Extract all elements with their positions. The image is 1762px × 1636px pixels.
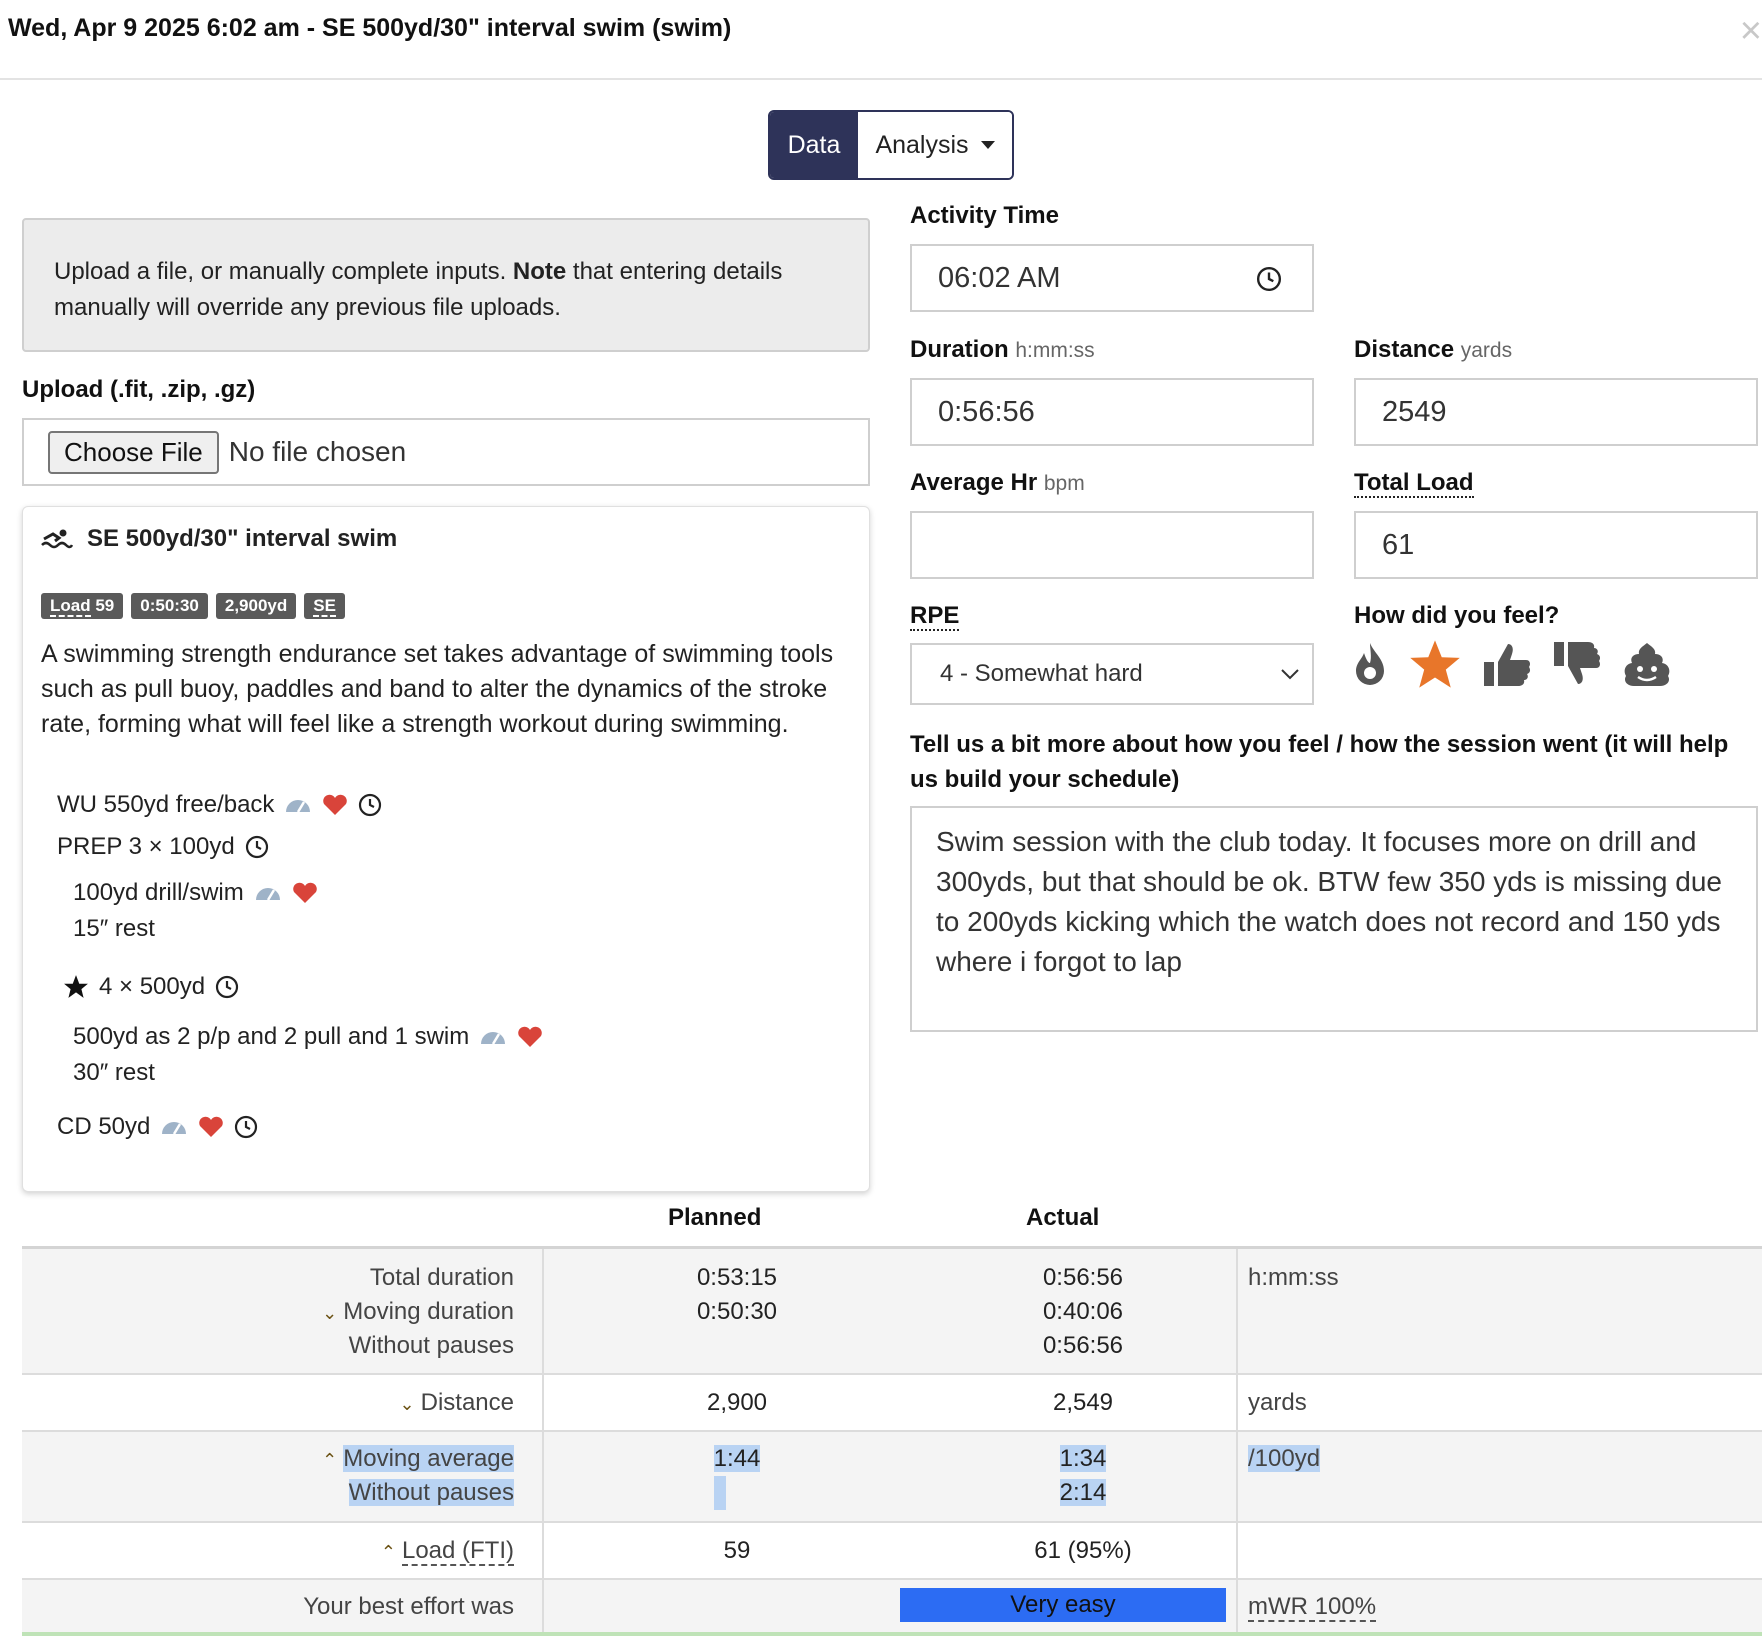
total-duration-label: Total duration	[369, 1264, 514, 1291]
activity-time-label: Activity Time	[910, 202, 1059, 229]
avg-hr-input[interactable]	[910, 511, 1314, 579]
moving-average-actual: 1:34	[1059, 1445, 1107, 1472]
upload-note	[22, 218, 870, 352]
distance-input[interactable]: 2549	[1354, 378, 1758, 446]
clock-icon	[234, 1115, 258, 1139]
clock-icon	[358, 793, 382, 817]
gauge-icon	[479, 1026, 507, 1048]
col-planned: Planned	[668, 1204, 762, 1231]
feel-options	[1352, 638, 1672, 690]
distance-row-label[interactable]: ⌄ Distance	[399, 1389, 514, 1416]
moving-average-planned: 1:44	[713, 1445, 761, 1472]
moving-duration-actual: 0:40:06	[1042, 1298, 1124, 1325]
tab-analysis[interactable]	[858, 112, 1012, 178]
thumbs-down-icon[interactable]	[1552, 640, 1602, 688]
note-bold: Note	[512, 258, 567, 285]
workout-description: A swimming strength endurance set takes advantage of swimming tools such as pull buoy, paddles and band to alter the dynamics of the stroke rate, forming what will feel like a strength workout during swimming.	[41, 640, 834, 738]
table-row-distance	[22, 1375, 1762, 1432]
total-load-label: Total Load	[1354, 469, 1474, 496]
star-icon[interactable]	[1408, 638, 1462, 690]
gauge-icon	[160, 1116, 188, 1138]
rpe-select[interactable]: 4 - Somewhat hard	[910, 643, 1314, 705]
step-wu: WU 550yd free/back	[57, 791, 382, 819]
selection-highlight	[714, 1476, 726, 1510]
gauge-icon	[254, 882, 282, 904]
feel-label: How did you feel?	[1354, 602, 1560, 629]
distance-planned: 2,900	[706, 1389, 768, 1416]
note-text-1: Upload a file, or manually complete inputs.	[54, 258, 513, 285]
modal-title: Wed, Apr 9 2025 6:02 am - SE 500yd/30" interval swim (swim)	[8, 14, 732, 42]
moving-duration-label[interactable]: ⌄ Moving duration	[322, 1298, 514, 1325]
clock-icon	[245, 835, 269, 859]
step-prep: PREP 3 × 100yd	[57, 833, 269, 861]
modal-header	[0, 0, 1762, 80]
comment-label: Tell us a bit more about how you feel / how the session went (it will help us build your schedule)	[910, 731, 1729, 793]
table-row-best-effort	[22, 1580, 1762, 1636]
distance-unit: yards	[1248, 1389, 1307, 1416]
load-planned: 59	[723, 1537, 751, 1564]
table-row-load	[22, 1523, 1762, 1580]
moving-average-label[interactable]: ⌃ Moving average	[322, 1445, 514, 1472]
swim-icon	[41, 529, 73, 549]
distance-label: Distance yards	[1354, 336, 1513, 363]
duration-input[interactable]: 0:56:56	[910, 378, 1314, 446]
thumbs-up-icon[interactable]	[1482, 640, 1532, 688]
gauge-icon	[284, 794, 312, 816]
poop-icon[interactable]	[1622, 641, 1672, 687]
workout-title-row	[41, 525, 397, 553]
mwr-link[interactable]: mWR 100%	[1248, 1593, 1377, 1620]
total-load-input[interactable]: 61	[1354, 511, 1758, 579]
rpe-label: RPE	[910, 602, 960, 629]
duration-label: Duration h:mm:ss	[910, 336, 1095, 363]
table-row-duration	[22, 1249, 1762, 1375]
heart-icon	[322, 794, 348, 816]
duration-unit: h:mm:ss	[1248, 1264, 1339, 1291]
step-prep-rest: 15″ rest	[73, 915, 155, 942]
col-actual: Actual	[1026, 1204, 1100, 1231]
step-prep-drill: 100yd drill/swim	[73, 879, 318, 907]
type-badge: SE	[304, 593, 345, 619]
distance-badge: 2,900yd	[216, 593, 296, 619]
step-main-detail: 500yd as 2 p/p and 2 pull and 1 swim	[73, 1023, 543, 1051]
step-main-rest: 30″ rest	[73, 1059, 155, 1086]
without-pauses-duration-actual: 0:56:56	[1042, 1332, 1124, 1359]
total-duration-actual: 0:56:56	[1042, 1264, 1124, 1291]
table-row-pace	[22, 1432, 1762, 1523]
clock-icon[interactable]	[1256, 266, 1282, 292]
view-tabs	[768, 110, 1014, 180]
fire-icon[interactable]	[1352, 641, 1388, 687]
heart-icon	[517, 1026, 543, 1048]
distance-actual: 2,549	[1052, 1389, 1114, 1416]
effort-bar: Very easy	[900, 1588, 1226, 1622]
close-icon[interactable]: ×	[1739, 10, 1762, 52]
workout-badges	[41, 593, 345, 619]
bottom-border	[22, 1632, 1762, 1636]
avg-hr-label: Average Hr bpm	[910, 469, 1085, 496]
file-input[interactable]	[22, 418, 870, 486]
tab-data[interactable]: Data	[770, 112, 858, 178]
without-pauses-pace-actual: 2:14	[1059, 1479, 1107, 1506]
file-status: No file chosen	[228, 436, 407, 467]
without-pauses-pace-label: Without pauses	[348, 1479, 514, 1506]
choose-file-button[interactable]: Choose File	[48, 431, 219, 474]
workout-card	[22, 506, 870, 1192]
moving-duration-planned: 0:50:30	[696, 1298, 778, 1325]
without-pauses-duration-label: Without pauses	[348, 1332, 514, 1359]
note-text-2: that entering details manually will override any previous file uploads.	[54, 258, 783, 321]
time-badge: 0:50:30	[131, 593, 208, 619]
best-effort-label: Your best effort was	[303, 1593, 514, 1620]
step-main: 4 × 500yd	[63, 973, 239, 1001]
upload-label: Upload (.fit, .zip, .gz)	[22, 376, 256, 403]
step-cd: CD 50yd	[57, 1113, 258, 1141]
pace-unit: /100yd	[1248, 1445, 1321, 1472]
load-badge: Load 59	[41, 593, 123, 619]
load-row-label[interactable]: ⌃ Load (FTI)	[380, 1537, 514, 1564]
workout-title: SE 500yd/30" interval swim	[87, 525, 398, 552]
chevron-down-icon	[1280, 667, 1300, 681]
load-actual: 61 (95%)	[1034, 1537, 1132, 1564]
heart-icon	[198, 1116, 224, 1138]
tab-analysis-label: Analysis	[875, 130, 969, 159]
star-icon	[63, 974, 89, 1000]
caret-down-icon	[981, 141, 995, 149]
comment-textarea[interactable]: Swim session with the club today. It focuses more on drill and 300yds, but that should be ok. BTW few 350 yds is missing due to 200yds kicking which the watch does not record and 150 yds where i forgot to lap	[910, 806, 1758, 1032]
total-duration-planned: 0:53:15	[696, 1264, 778, 1291]
heart-icon	[292, 882, 318, 904]
clock-icon	[215, 975, 239, 999]
activity-time-input[interactable]: 06:02 AM	[910, 244, 1314, 312]
